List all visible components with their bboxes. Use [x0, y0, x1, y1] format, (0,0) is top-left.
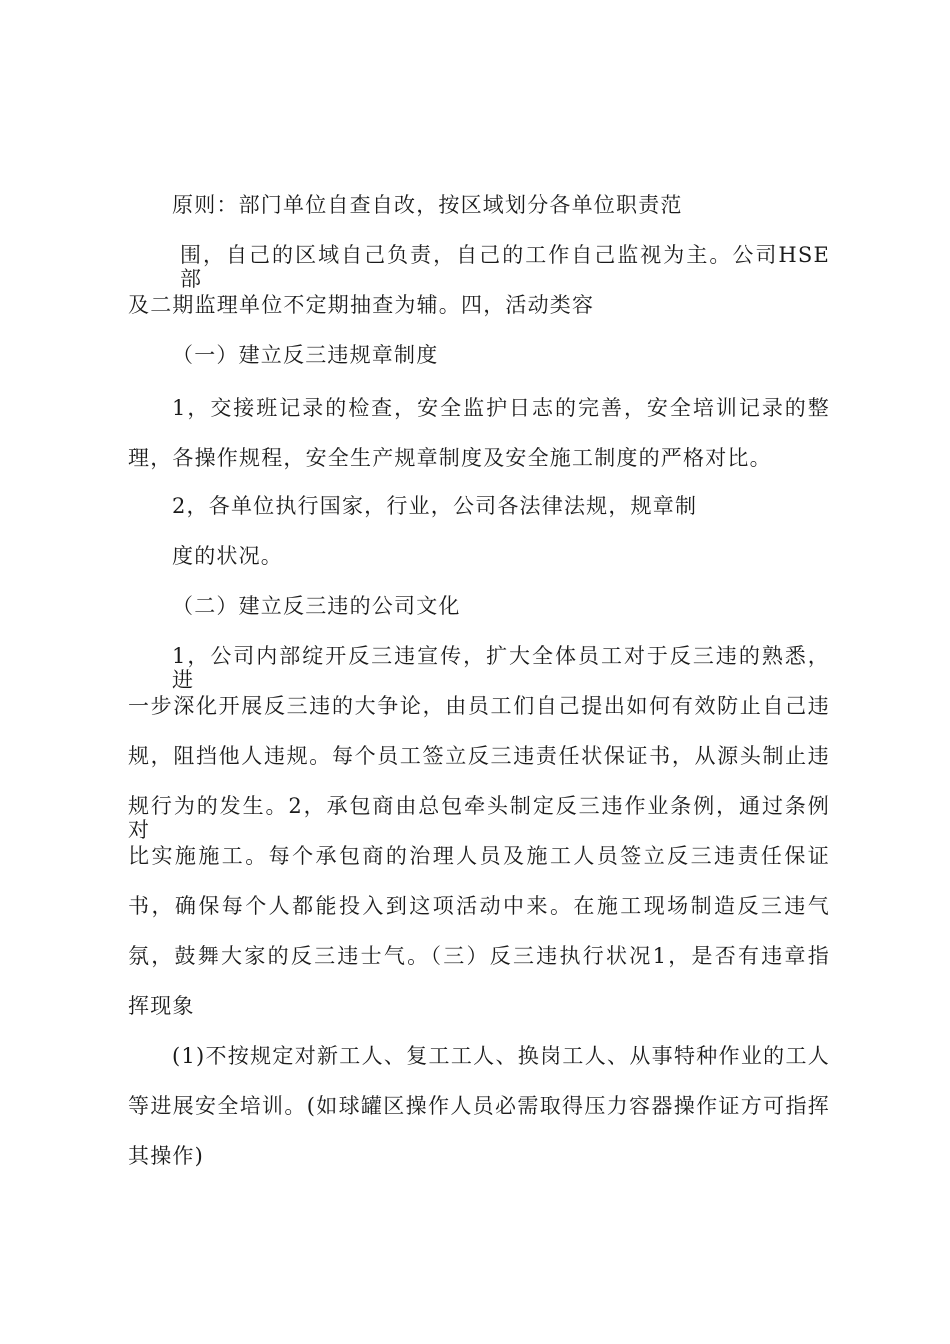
paragraph-line: 规行为的发生。2，承包商由总包牵头制定反三违作业条例，通过条例对 [128, 794, 830, 842]
paragraph-line: 理，各操作规程，安全生产规章制度及安全施工制度的严格对比。 [128, 446, 772, 470]
paragraph-line: 1，公司内部绽开反三违宣传，扩大全体员工对于反三违的熟悉，进 [172, 644, 830, 692]
paragraph-line: 书，确保每个人都能投入到这项活动中来。在施工现场制造反三违气 [128, 894, 830, 918]
paragraph-line: 及二期监理单位不定期抽查为辅。四，活动类容 [128, 293, 595, 317]
paragraph-line: (1)不按规定对新工人、复工工人、换岗工人、从事特种作业的工人 [172, 1044, 830, 1068]
paragraph-line: 2，各单位执行国家，行业，公司各法律法规，规章制 [172, 494, 698, 518]
paragraph-line: 一步深化开展反三违的大争论，由员工们自己提出如何有效防止自己违 [128, 694, 830, 718]
section-heading-1: （一）建立反三违规章制度 [172, 343, 439, 367]
paragraph-line: 度的状况。 [172, 544, 283, 568]
paragraph-line: 规，阻挡他人违规。每个员工签立反三违责任状保证书，从源头制止违 [128, 744, 830, 768]
paragraph-line: 1，交接班记录的检查，安全监护日志的完善，安全培训记录的整 [172, 396, 830, 420]
paragraph-line: 其操作) [128, 1144, 204, 1168]
paragraph-line: 围，自己的区域自己负责，自己的工作自己监视为主。公司HSE部 [180, 243, 830, 291]
paragraph-line: 比实施施工。每个承包商的治理人员及施工人员签立反三违责任保证 [128, 844, 830, 868]
section-heading-2: （二）建立反三违的公司文化 [172, 594, 461, 618]
paragraph-line: 等进展安全培训。(如球罐区操作人员必需取得压力容器操作证方可指挥 [128, 1094, 830, 1118]
paragraph-line-principle: 原则：部门单位自查自改，按区域划分各单位职责范 [172, 193, 683, 217]
paragraph-line: 挥现象 [128, 994, 195, 1018]
paragraph-line: 氛，鼓舞大家的反三违士气。（三）反三违执行状况1，是否有违章指 [128, 944, 830, 968]
